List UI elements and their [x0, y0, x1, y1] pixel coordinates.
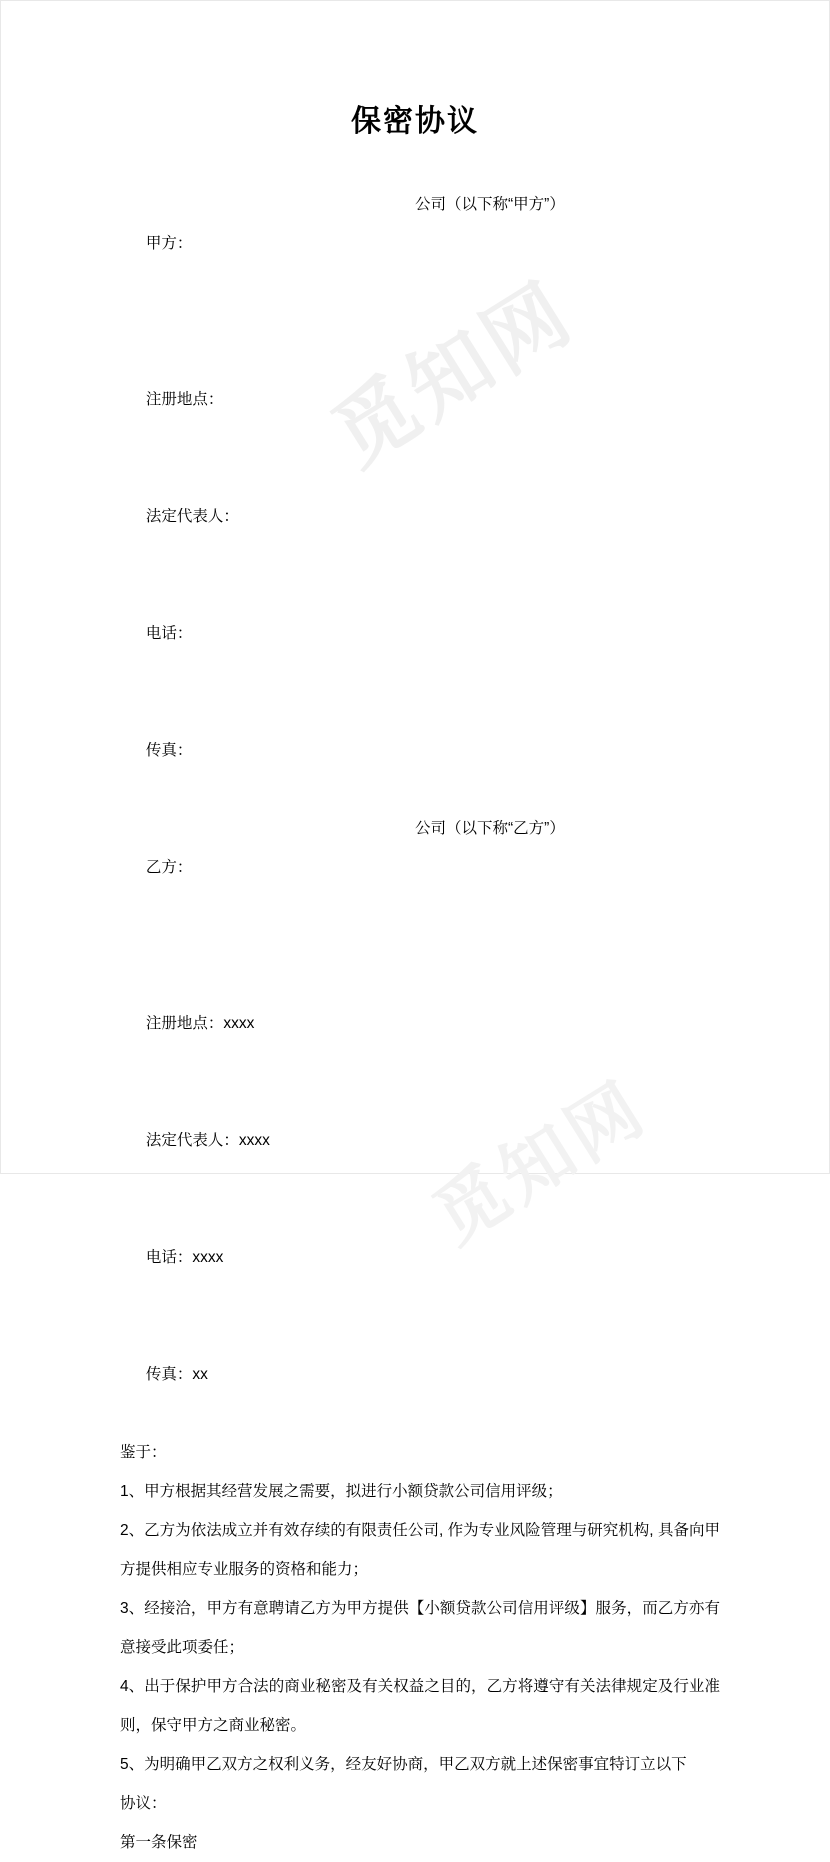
- page-title: 保密协议: [351, 105, 479, 138]
- party-b-company-suffix: 公司（以下称“乙方”）: [415, 820, 565, 837]
- party-b-field-fax: [120, 1316, 720, 1433]
- field-label: 电话：: [145, 625, 193, 642]
- party-a-field-fax: [120, 692, 720, 809]
- field-value: xxxx: [192, 1249, 224, 1266]
- field-value: xxxx: [223, 1015, 255, 1032]
- recital-item-1: 1、甲方根据其经营发展之需要，拟进行小额贷款公司信用评级；: [120, 1483, 563, 1500]
- party-b-field-phone: [120, 1199, 720, 1316]
- field-value: xx: [192, 1366, 208, 1383]
- party-a-field-register-place: [120, 341, 720, 458]
- party-b-field-register-place: [120, 965, 720, 1082]
- field-label: 法定代表人：: [145, 1132, 239, 1149]
- field-label: 传真：: [145, 742, 193, 759]
- field-label: 法定代表人：: [145, 508, 239, 525]
- party-a-field-legal-representative: [120, 458, 720, 575]
- field-label: 注册地点：: [145, 391, 224, 408]
- field-label: 电话：: [145, 1249, 193, 1266]
- field-label: 传真：: [145, 1366, 193, 1383]
- watermark-bottom: 觅知网: [420, 1067, 662, 1259]
- recitals-heading: 鉴于：: [120, 1444, 167, 1461]
- field-value: xxxx: [238, 1132, 270, 1149]
- party-b-field-legal-representative: [120, 1082, 720, 1199]
- agreement-word: 协议：: [120, 1795, 167, 1812]
- party-a-line: [120, 185, 720, 341]
- document-body: [120, 185, 720, 1862]
- field-label: 注册地点：: [145, 1015, 224, 1032]
- party-b-line: [120, 809, 720, 965]
- party-b-label: 乙方：: [145, 859, 193, 876]
- party-a-field-phone: [120, 575, 720, 692]
- recital-item-3: 3、经接洽，甲方有意聘请乙方为甲方提供【小额贷款公司信用评级】服务，而乙方亦有意接受此项委任；: [120, 1600, 720, 1656]
- section-one-heading: 第一条保密: [120, 1834, 198, 1851]
- recital-item-5: 5、为明确甲乙双方之权利义务，经友好协商，甲乙双方就上述保密事宜特订立以下: [120, 1756, 687, 1773]
- party-a-label: 甲方：: [145, 235, 193, 252]
- party-a-company-suffix: 公司（以下称“甲方”）: [415, 196, 565, 213]
- recital-item-4: 4、出于保护甲方合法的商业秘密及有关权益之目的，乙方将遵守有关法律规定及行业准则，保守甲方之商业秘密。: [120, 1678, 720, 1734]
- recital-item-2: 2、乙方为依法成立并有效存续的有限责任公司, 作为专业风险管理与研究机构, 具备向甲方提供相应专业服务的资格和能力；: [120, 1522, 720, 1578]
- watermark-center: 觅知网: [317, 265, 590, 483]
